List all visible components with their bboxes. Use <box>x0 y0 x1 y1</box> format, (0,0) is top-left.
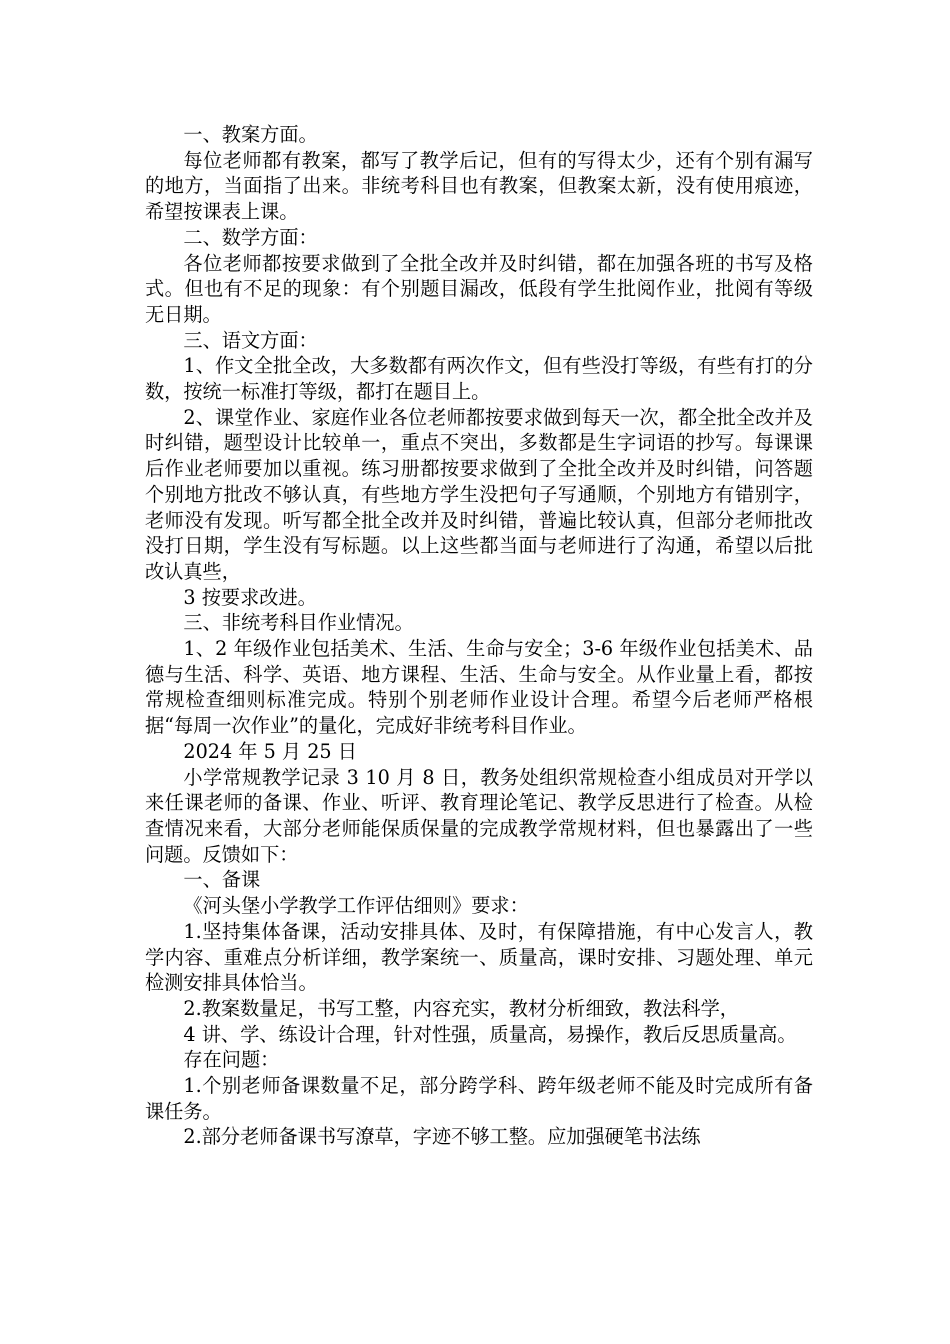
paragraph: 2.教案数量足，书写工整，内容充实，教材分析细致，教法科学， <box>183 996 739 1020</box>
paragraph: 各位老师都按要求做到了全批全改并及时纠错，都在加强各班的书写及格式。但也有不足的现象：有个别题目漏改，低段有学生批阅作业，批阅有等级无日期。 <box>145 251 813 326</box>
paragraph: 1、2 年级作业包括美术、生活、生命与安全；3-6 年级作业包括美术、品德与生活、科学、英语、地方课程、生活、生命与安全。从作业量上看，都按常规检查细则标准完成。特别个别老师作业设计合理。希望今后老师严格根据“每周一次作业”的量化，完成好非统考科目作业。 <box>145 637 813 738</box>
paragraph: 1、作文全批全改，大多数都有两次作文，但有些没打等级，有些有打的分数，按统一标准打等级，都打在题目上。 <box>145 354 813 404</box>
paragraph: 《河头堡小学教学工作评估细则》要求： <box>183 894 529 918</box>
paragraph: 每位老师都有教案，都写了教学后记，但有的写得太少，还有个别有漏写的地方，当面指了出来。非统考科目也有教案，但教案太新，没有使用痕迹，希望按课表上课。 <box>145 148 813 224</box>
paragraph: 2.部分老师备课书写潦草，字迹不够工整。应加强硬笔书法练 <box>183 1125 701 1149</box>
paragraph-date: 2024 年 5 月 25 日 <box>183 739 357 763</box>
paragraph: 小学常规教学记录 3 10 月 8 日，教务处组织常规检查小组成员对开学以来任课老师的备课、作业、听评、教育理论笔记、教学反思进行了检查。从检查情况来看，大部分老师能保质保量的完成教学常规材料，但也暴露出了一些问题。反馈如下： <box>145 765 813 866</box>
paragraph: 1.坚持集体备课，活动安排具体、及时，有保障措施，有中心发言人，教学内容、重难点分析详细，教学案统一、质量高，课时安排、习题处理、单元检测安排具体恰当。 <box>145 919 813 995</box>
paragraph-heading-lesson-prep: 一、备课 <box>183 868 261 892</box>
paragraph-heading-problems: 存在问题： <box>183 1048 280 1072</box>
paragraph-heading-chinese: 三、语文方面： <box>183 328 318 352</box>
paragraph-heading-non-exam-subjects: 三、非统考科目作业情况。 <box>183 611 414 635</box>
paragraph: 3 按要求改进。 <box>183 585 317 609</box>
paragraph: 4 讲、学、练设计合理，针对性强，质量高，易操作，教后反思质量高。 <box>183 1022 797 1046</box>
paragraph: 1.个别老师备课数量不足，部分跨学科、跨年级老师不能及时完成所有备课任务。 <box>145 1074 813 1123</box>
document-body <box>145 122 813 1150</box>
paragraph: 2、课堂作业、家庭作业各位老师都按要求做到每天一次，都全批全改并及时纠错，题型设计比较单一，重点不突出，多数都是生字词语的抄写。每课课后作业老师要加以重视。练习册都按要求做到了全批全改并及时纠错，问答题个别地方批改不够认真，有些地方学生没把句子写通顺，个别地方有错别字，老师没有发现。听写都全批全改并及时纠错，普遍比较认真，但部分老师批改没打日期，学生没有写标题。以上这些都当面与老师进行了沟通，希望以后批改认真些， <box>145 405 813 583</box>
paragraph-heading-lesson-plans: 一、教案方面。 <box>183 123 318 146</box>
paragraph-heading-math: 二、数学方面： <box>183 225 318 249</box>
